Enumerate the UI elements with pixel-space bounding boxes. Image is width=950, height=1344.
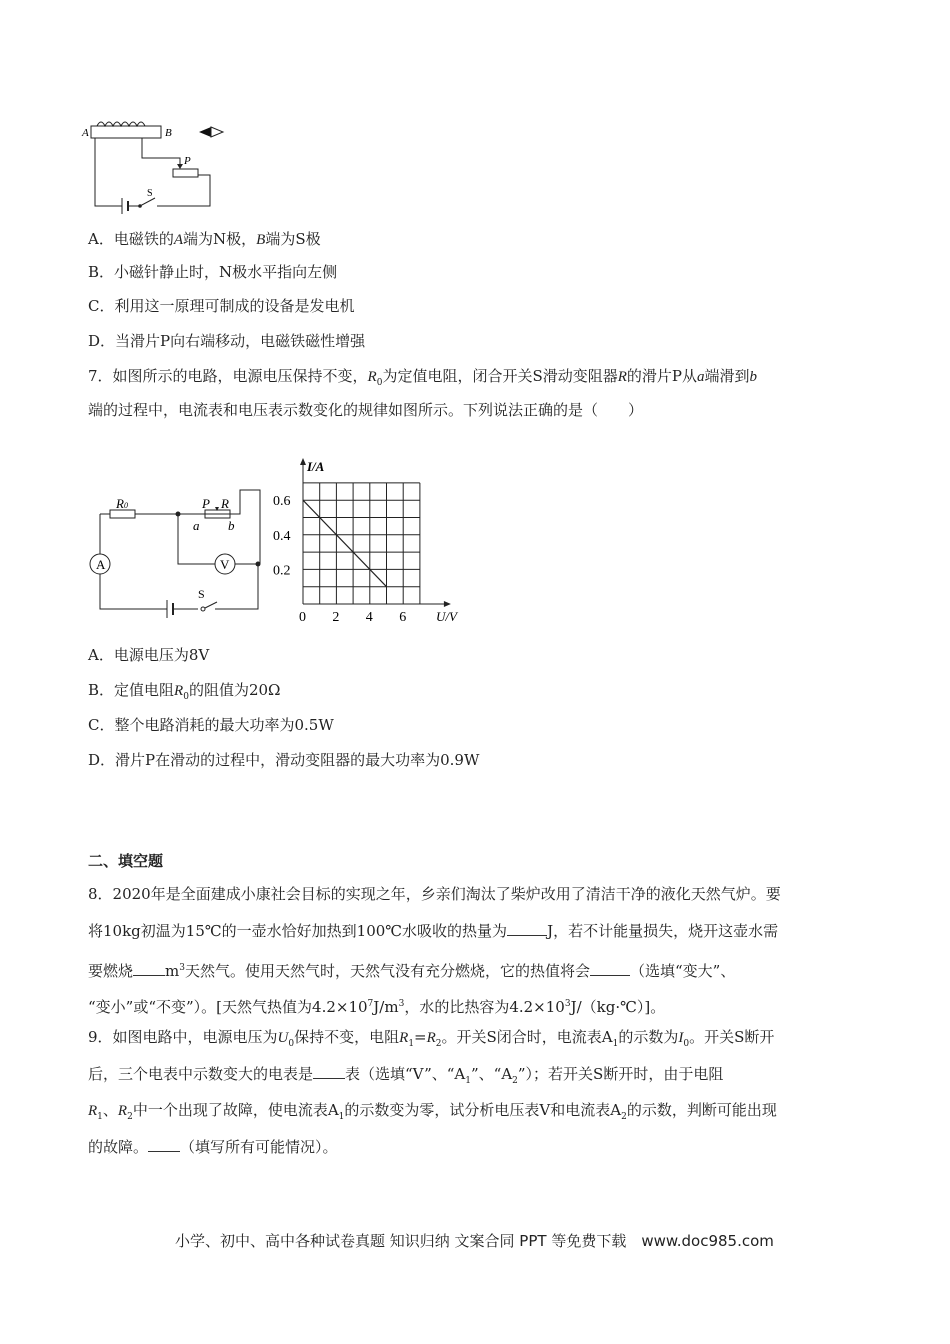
label-s: S [147, 188, 153, 199]
b-label: b [228, 518, 235, 533]
q6-option-d: D．当滑片P向右端移动，电磁铁磁性增强 [88, 332, 366, 350]
label-a: A [82, 127, 89, 139]
voltmeter-label: V [220, 557, 230, 572]
x-tick-label: 2 [332, 610, 340, 625]
label-b: B [165, 127, 172, 139]
q8-line4: “变小”或“不变”）。[天然气热值为$4.2\times 10^7J/m^3$，水的比热容为$4.2\times 10^3J/(kg\cdot℃)$]。 [88, 998, 666, 1016]
y-tick-label: 0.6 [273, 494, 291, 510]
q6-option-a: A．电磁铁的A端为N极，B端为S极 [88, 230, 321, 248]
q8-line3: 要燃烧 $m^3$天然气。使用天然气时，天然气没有充分燃烧，它的热值将会 （选填“变大”、 [88, 962, 736, 980]
q7-stem-line1: 7．如图所示的电路，电源电压保持不变，$R_0$为定值电阻，闭合开关S滑动变阻器R的滑片P从a端滑到b [88, 367, 758, 388]
label-p: P [184, 155, 191, 167]
q7-stem-line2: 端的过程中，电流表和电压表示数变化的规律如图所示。下列说法正确的是（ ） [88, 401, 644, 419]
y-tick-label: 0.2 [273, 563, 291, 579]
q7-iu-graph [270, 455, 470, 630]
section-heading: 二、填空题 [88, 852, 164, 870]
y-tick-label: 0.4 [273, 528, 291, 544]
q8-line2: 将10kg初温为15℃的一壶水恰好加热到100℃水吸收的热量为 J，若不计能量损失，烧开这壶水需 [88, 922, 779, 940]
iu-data-line [303, 500, 387, 587]
x-axis-label: U/V [436, 609, 457, 624]
q6-option-c: C．利用这一原理可制成的设备是发电机 [88, 297, 355, 315]
q7-option-d: D．滑片P在滑动的过程中，滑动变阻器的最大功率为0.9W [88, 751, 480, 769]
q7-option-b: B．定值电阻$R_0$的阻值为20Ω [88, 681, 281, 702]
r-label: R [221, 496, 229, 511]
x-tick-label: 4 [365, 610, 373, 625]
answer-blank[interactable] [507, 921, 547, 936]
answer-blank[interactable] [133, 961, 165, 976]
y-axis-label: I/A [307, 459, 325, 474]
ammeter-label: A [96, 557, 106, 572]
p-label: P [202, 496, 210, 511]
a-label: a [193, 518, 200, 533]
x-tick-label: 0 [299, 610, 306, 625]
answer-blank[interactable] [590, 961, 630, 976]
q7-option-a: A．电源电压为8V [88, 646, 210, 664]
x-axis-arrow [444, 601, 451, 607]
q9-line2: 后，三个电表中示数变大的电表是 表（选填“V”、“$A_1$”、“$A_2$”）；若开关S断开时，由于电阻 [88, 1065, 724, 1086]
q9-line1: 9．如图电路中，电源电压为$U_0$保持不变，电阻$R_1=R_2$。开关S闭合时，电流表$A_1$的示数为$I_0$。开关S断开 [88, 1028, 775, 1049]
y-axis-arrow [300, 458, 306, 465]
x-tick-label: 6 [399, 610, 407, 625]
switch-label: S [198, 587, 205, 601]
q7-circuit-figure [80, 490, 270, 620]
q8-line1: 8．2020年是全面建成小康社会目标的实现之年，乡亲们淘汰了柴炉改用了清洁干净的液化天然气炉。要 [88, 885, 781, 903]
r0-label: R0 [116, 496, 128, 511]
q6-option-b: B．小磁针静止时，N极水平指向左侧 [88, 263, 338, 281]
answer-blank[interactable] [148, 1137, 180, 1152]
answer-blank[interactable] [313, 1064, 345, 1079]
electromagnet-circuit-figure [82, 118, 235, 213]
q9-line3: $R_1$、$R_2$中一个出现了故障，使电流表$A_1$的示数变为零，试分析电压表V和电流表$A_2$的示数，判断可能出现 [88, 1101, 777, 1122]
q9-line4: 的故障。 （填写所有可能情况）。 [88, 1138, 338, 1156]
q7-option-c: C．整个电路消耗的最大功率为0.5W [88, 716, 334, 734]
footer-text: 小学、初中、高中各种试卷真题 知识归纳 文案合同 PPT 等免费下载 www.doc985.com [175, 1232, 774, 1250]
